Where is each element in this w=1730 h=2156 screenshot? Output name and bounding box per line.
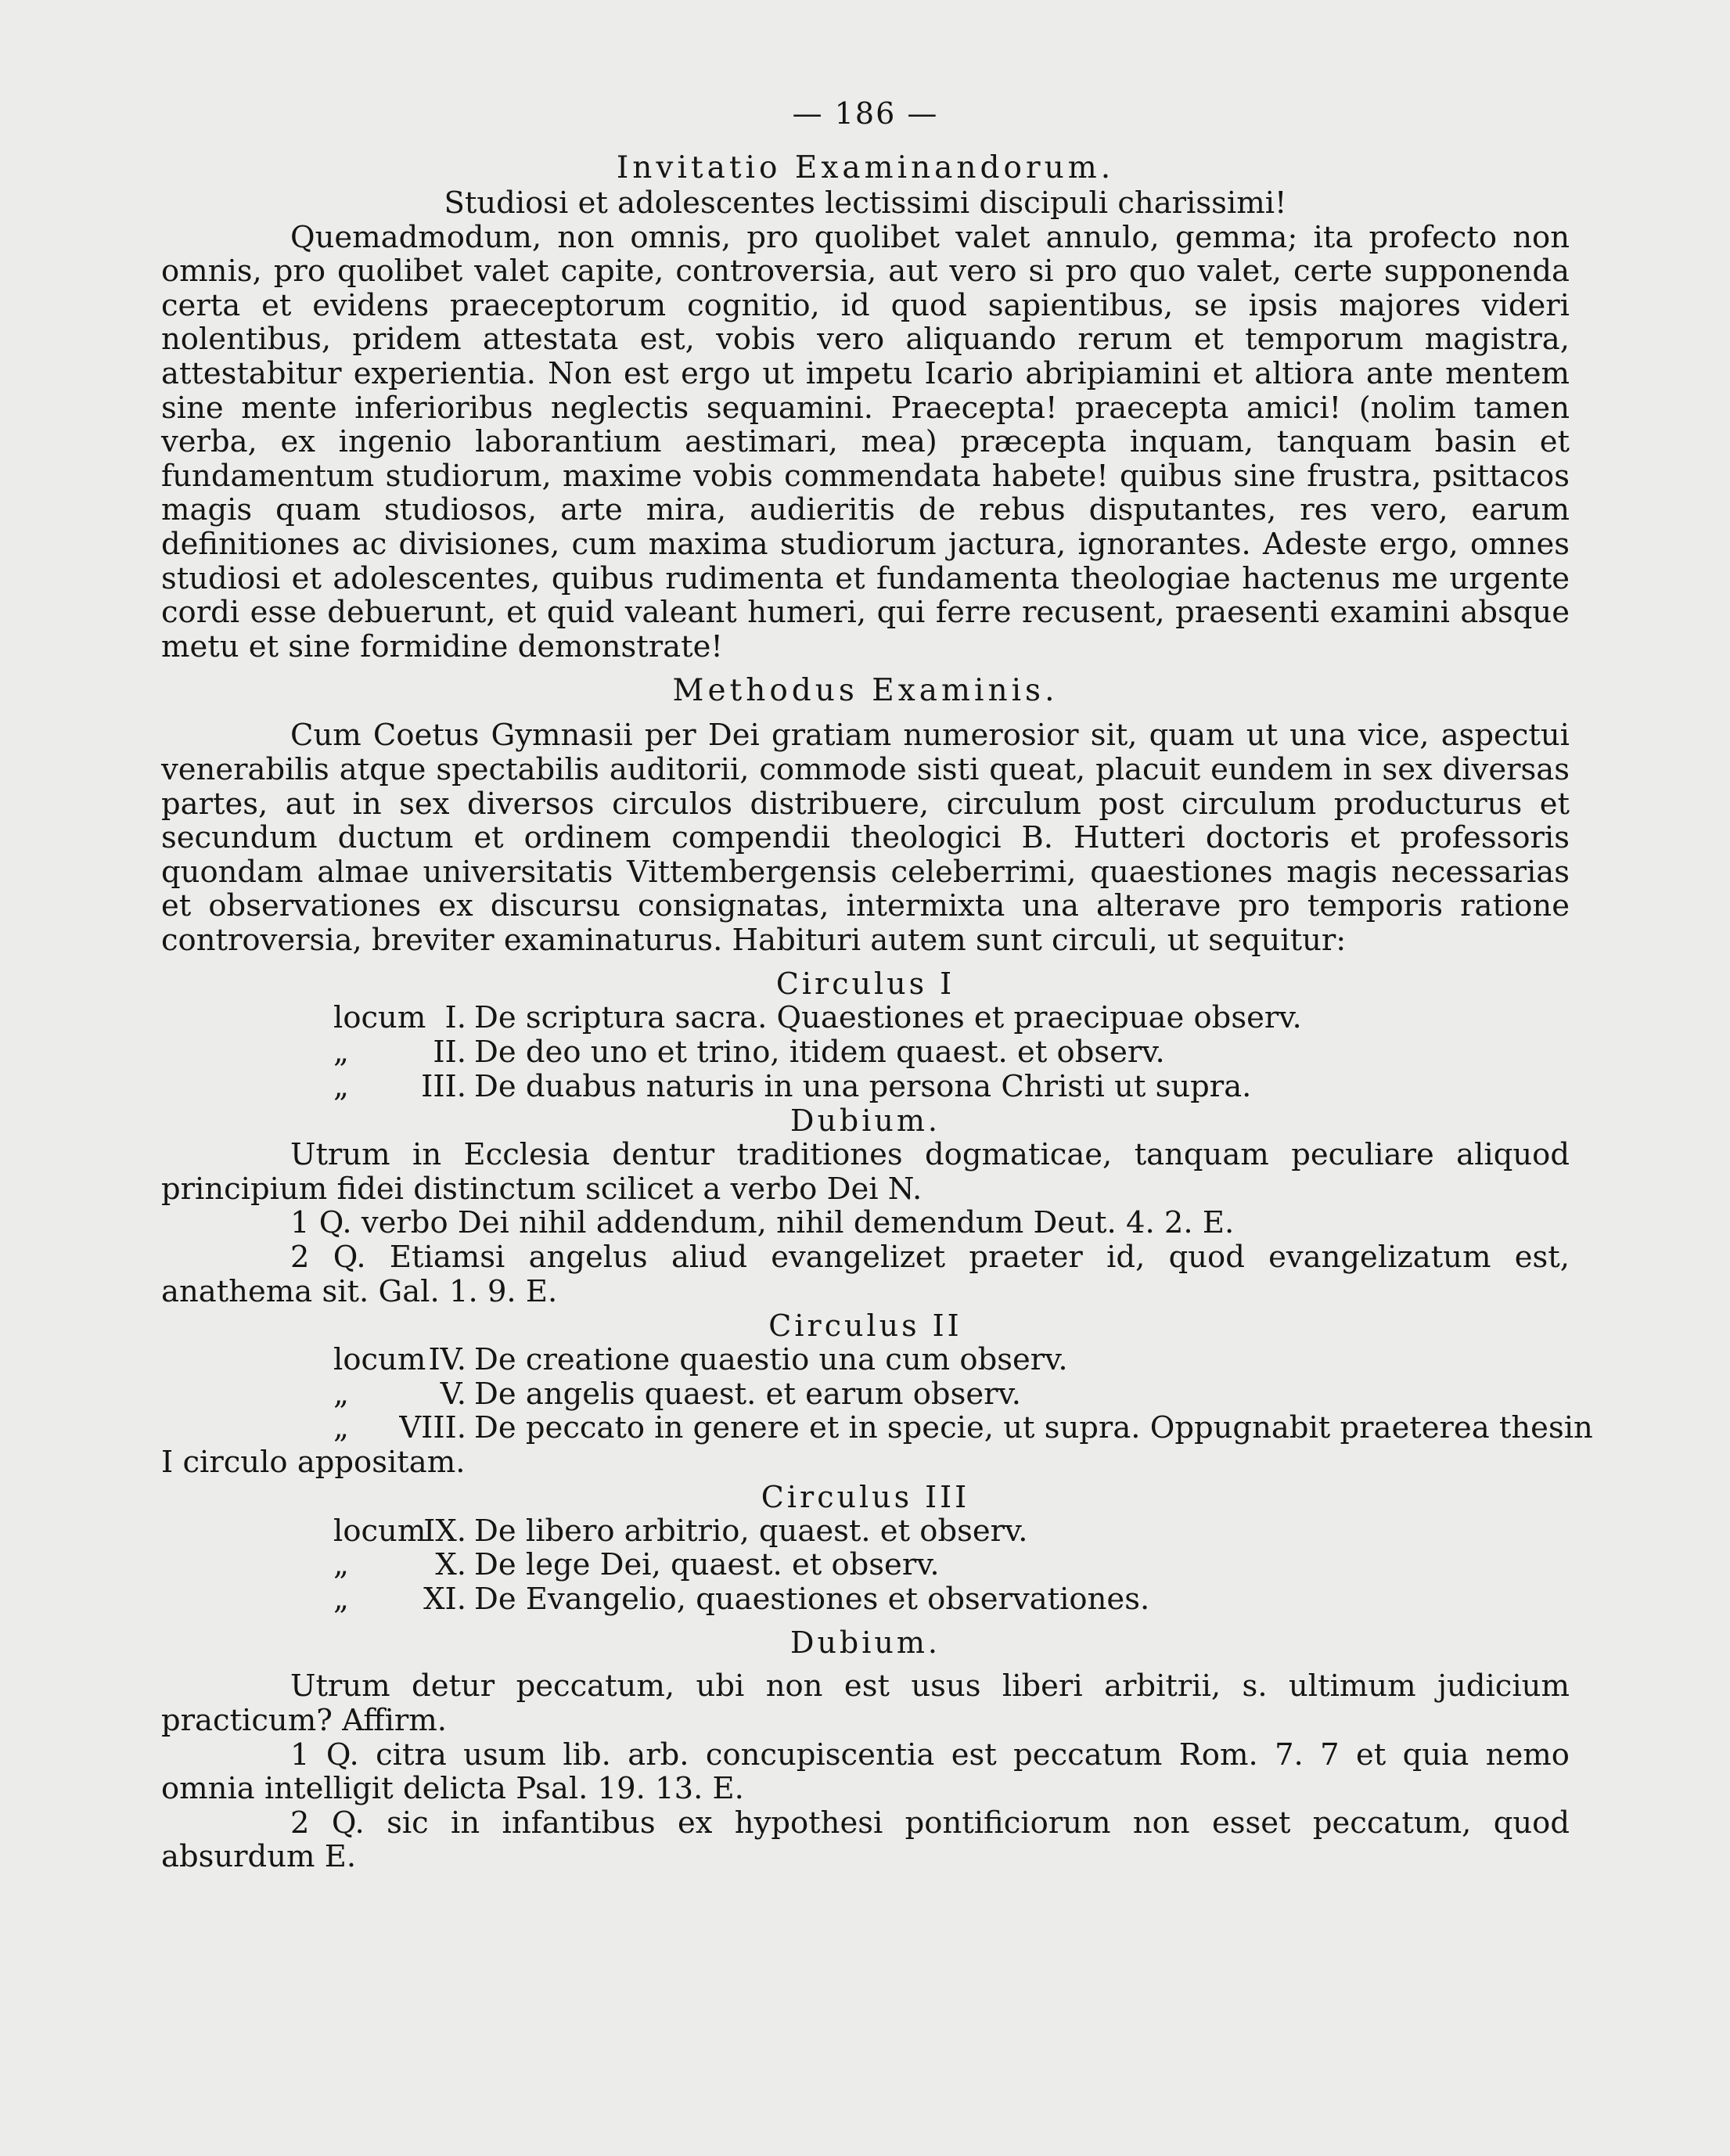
dubium-3-question: Utrum detur peccatum, ubi non est usus liberi arbitrii, s. ultimum judicium practicum? Affirm.: [161, 1668, 1570, 1738]
intro-paragraph: Quemadmodum, non omnis, pro quolibet valet annulo, gemma; ita profecto non omnis, pro quolibet valet capite, controversia, aut vero si pro quo valet, certe supponenda certa et evidens praeceptorum cognitio, id quod sapientibus, se ipsis majores videri nolentibus, pridem attestata est, vobis vero aliquando rerum et temporum magistra, attestabitur experientia. Non est ergo ut impetu Icario abripiamini et altiora ante mentem sine mente inferioribus neglectis sequamini. Praecepta! praecepta amici! (nolim tamen verba, ex ingenio laborantium aestimari, mea) præcepta inquam, tanquam basin et fundamentum studiorum, maxime vobis commendata habete! quibus sine frustra, psittacos magis quam studiosos, arte mira, audieritis de rebus disputantes, res vero, earum definitiones ac divisiones, cum maxima studiorum jactura, ignorantes. Adeste ergo, omnes studiosi et adolescentes, quibus rudimenta et fundamenta theologiae hactenus me urgente cordi esse debuerunt, et quid valeant humeri, qui ferre recusent, praesenti examini absque metu et sine formidine demonstrate!: [161, 219, 1570, 664]
locus-lead: „: [333, 1581, 349, 1617]
dubium-3-point: 1 Q. citra usum lib. arb. concupiscentia est peccatum Rom. 7. 7 et quia nemo omnia intelligit delicta Psal. 19. 13. E.: [161, 1737, 1570, 1807]
dubium-1-point: 2 Q. Etiamsi angelus aliud evangelizet praeter id, quod evangelizatum est, anathema sit. Gal. 1. 9. E.: [161, 1240, 1570, 1309]
locus-row: [161, 1582, 1570, 1617]
methodus-paragraph: Cum Coetus Gymnasii per Dei gratiam numerosior sit, quam ut una vice, aspectui venerabilis atque spectabilis auditorii, commode sisti queat, placuit eundem in sex diversas partes, aut in sex diversos circulos distribuere, circulum post circulum producturus et secundum ductum et ordinem compendii theologici B. Hutteri doctoris et professoris quondam almae universitatis Vittembergensis celeberrimi, quaestiones magis necessarias et observationes ex discursu consignatas, intermixta una alterave pro temporis ratione controversia, breviter examinaturus. Habituri autem sunt circuli, ut sequitur:: [161, 718, 1570, 958]
locus-text: De creatione quaestio una cum observ.: [474, 1342, 1068, 1378]
locus-number: III.: [421, 1068, 466, 1104]
locus-text: De duabus naturis in una persona Christi ut supra.: [474, 1068, 1252, 1104]
methodus-heading: Methodus Examinis.: [672, 673, 1059, 709]
salutation: Studiosi et adolescentes lectissimi discipuli charissimi!: [444, 185, 1287, 221]
locus-text: De scriptura sacra. Quaestiones et praecipuae observ.: [474, 1000, 1302, 1036]
circulus-1-heading: Circulus I: [775, 966, 955, 1002]
locus-lead: „: [333, 1376, 349, 1412]
locus-lead: „: [333, 1068, 349, 1104]
locus-text: De deo uno et trino, itidem quaest. et observ.: [474, 1035, 1165, 1071]
locus-text: De peccato in genere et in specie, ut supra. Oppugnabit praeterea thesin: [474, 1410, 1593, 1446]
locus-row: [161, 1001, 1570, 1035]
dubium-3-heading: Dubium.: [789, 1625, 941, 1661]
dubium-3-point: 2 Q. sic in infantibus ex hypothesi pontificiorum non esset peccatum, quod absurdum E.: [161, 1805, 1570, 1875]
locus-number: II.: [433, 1035, 466, 1071]
circulus-1-loci: [161, 1001, 1570, 1103]
locus-text: De lege Dei, quaest. et observ.: [474, 1547, 940, 1583]
circulus-2-loci: [161, 1342, 1593, 1480]
locus-text: De Evangelio, quaestiones et observationes.: [474, 1581, 1150, 1617]
circulus-3-loci: [161, 1514, 1570, 1617]
locus-text: De angelis quaest. et earum observ.: [474, 1376, 1021, 1412]
locus-number: I.: [444, 1000, 466, 1036]
circulus-2-heading: Circulus II: [768, 1308, 962, 1344]
locus-lead: locum: [333, 1513, 426, 1549]
page-number: — 186 —: [792, 96, 939, 131]
locus-row: [161, 1514, 1570, 1549]
dubium-1-question: Utrum in Ecclesia dentur traditiones dogmaticae, tanquam peculiare aliquod principium fidei distinctum scilicet a verbo Dei N.: [161, 1137, 1570, 1207]
locus-number: VIII.: [399, 1410, 466, 1446]
locus-lead: „: [333, 1035, 349, 1071]
locus-lead: locum: [333, 1342, 426, 1378]
locus-row: [161, 1410, 1593, 1446]
locus-continuation: I circulo appositam.: [161, 1445, 466, 1480]
locus-number: V.: [440, 1376, 466, 1412]
locus-row: [161, 1035, 1570, 1070]
locus-lead: „: [333, 1410, 349, 1446]
locus-lead: „: [333, 1547, 349, 1583]
locus-number: XI.: [423, 1581, 466, 1617]
locus-number: IV.: [428, 1342, 466, 1378]
locus-number: X.: [435, 1547, 466, 1583]
locus-lead: locum: [333, 1000, 426, 1036]
locus-row: [161, 1548, 1570, 1582]
dubium-1-point: 1 Q. verbo Dei nihil addendum, nihil demendum Deut. 4. 2. E.: [290, 1205, 1235, 1241]
locus-row: [161, 1343, 1570, 1377]
circulus-3-heading: Circulus III: [761, 1479, 970, 1514]
locus-number: IX.: [423, 1513, 466, 1549]
locus-row: [161, 1070, 1570, 1104]
locus-row: [161, 1377, 1570, 1412]
title-heading: Invitatio Examinandorum.: [616, 150, 1115, 185]
text-column: [161, 94, 1593, 1875]
dubium-1-heading: Dubium.: [789, 1103, 941, 1139]
locus-text: De libero arbitrio, quaest. et observ.: [474, 1513, 1028, 1549]
